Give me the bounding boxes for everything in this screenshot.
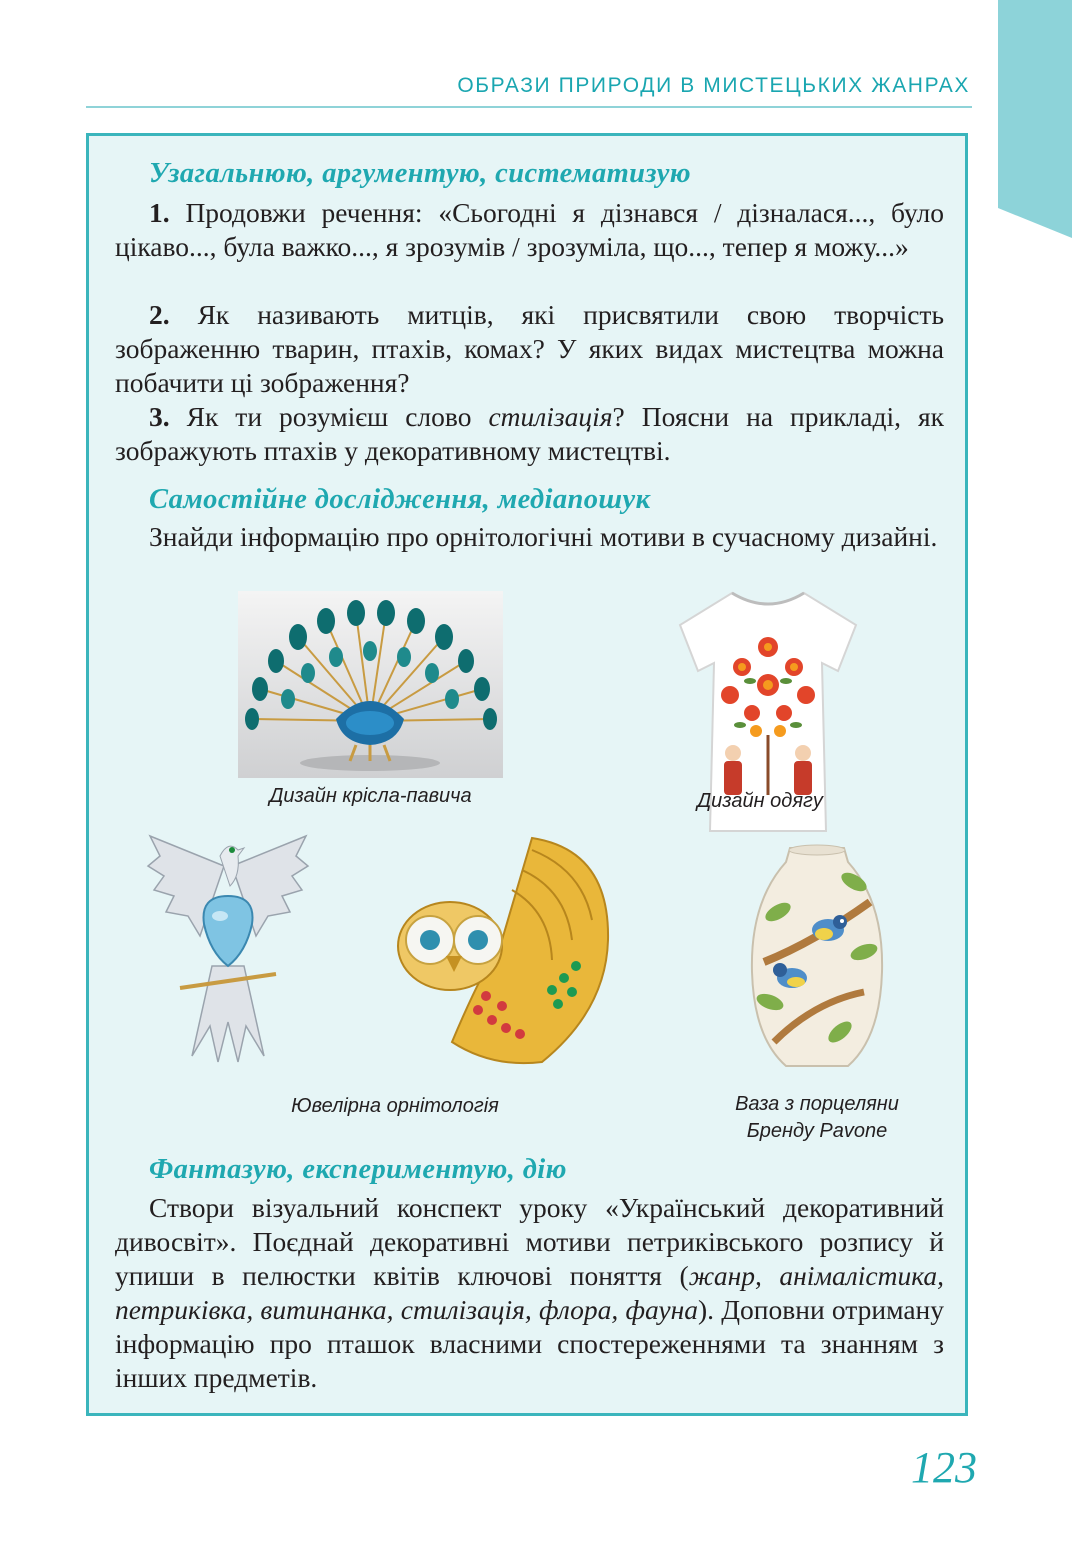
research-task: Знайди інформацію про орнітологічні мотиви в сучасному дизайні. — [149, 521, 938, 552]
bird-brooch-illustration — [140, 826, 316, 1072]
question-number: 1. — [149, 197, 170, 228]
question-text: ? Поясни на прикладі, як зображують птахів у декоративному мистецтві. — [115, 401, 944, 466]
question-text: Як ти розумієш слово — [169, 401, 489, 432]
caption-chair: Дизайн крісла-павича — [269, 785, 472, 807]
question-3 — [115, 400, 944, 468]
owl-brooch-illustration — [382, 830, 622, 1072]
creative-task-text: Створи візуальний конспект уроку «Український декоративний дивосвіт». Поєднай декоративні мотиви петриківського розпису й упиши в пелюстки квітів ключові поняття ( — [115, 1192, 944, 1291]
creative-task — [115, 1191, 944, 1395]
page-number: 123 — [911, 1443, 977, 1492]
caption-vase-line2: Бренду Pavone — [746, 1120, 888, 1142]
caption-clothing: Дизайн одягу — [697, 790, 823, 812]
section-title-generalize: Узагальнюю, аргументую, систематизую — [149, 158, 691, 189]
caption-vase — [692, 1091, 942, 1145]
section-title-research: Самостійне дослідження, медіапошук — [149, 484, 651, 515]
question-number: 2. — [149, 299, 170, 330]
caption-jewelry: Ювелірна орнітологія — [291, 1095, 499, 1117]
caption-vase-line1: Ваза з порцеляни — [735, 1093, 899, 1115]
creative-task-text: ). Доповни отриману інформацію про пташок власними спостереженнями та знанням з інших предметів. — [115, 1294, 944, 1393]
question-text: Як називають митців, які присвятили свою творчість зображенню тварин, птахів, комах? У яких видах мистецтва можна побачити ці зображення? — [115, 299, 944, 398]
question-text: Продовжи речення: «Сьогодні я дізнався / дізналася..., було цікаво..., була важко..., я зрозумів / зрозуміла, що..., тепер я можу...» — [115, 197, 944, 262]
section-title-fantasize: Фантазую, експериментую, дію — [149, 1154, 567, 1185]
term-stylization: стилізація — [488, 401, 613, 432]
peacock-chair-illustration — [238, 591, 503, 778]
question-1 — [115, 196, 944, 264]
key-terms: жанр, анімалістика, петриківка, витинанка, стилізація, флора, фауна — [115, 1260, 944, 1325]
question-2 — [115, 298, 944, 400]
header-rule — [86, 106, 972, 108]
running-head: ОБРАЗИ ПРИРОДИ В МИСТЕЦЬКИХ ЖАНРАХ — [457, 74, 970, 97]
corner-tab-decoration — [998, 0, 1072, 238]
porcelain-vase-illustration — [744, 842, 890, 1074]
question-number: 3. — [149, 401, 170, 432]
